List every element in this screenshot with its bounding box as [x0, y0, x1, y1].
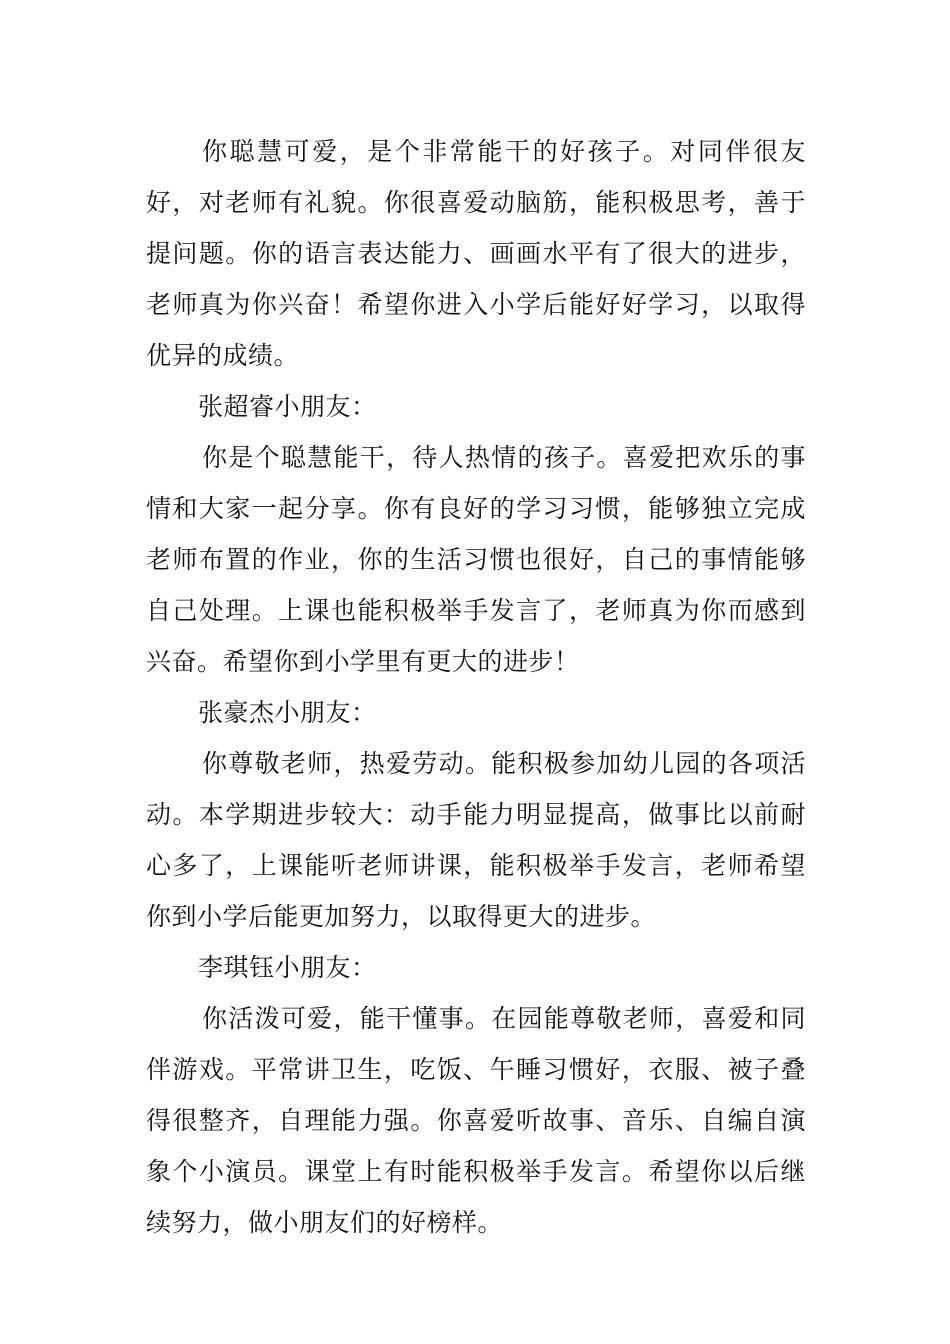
student-name-heading: 张豪杰小朋友：: [198, 698, 377, 727]
comment-paragraph: 你活泼可爱，能干懂事。在园能尊敬老师，喜爱和同伴游戏。平常讲卫生，吃饭、午睡习惯好，衣服、被子叠得很整齐，自理能力强。你喜爱听故事、音乐、自编自演象个小演员。课堂上有时能积极举手发言。希望你以后继续努力，做小朋友们的好榜样。: [146, 1004, 806, 1237]
comment-paragraph: 你尊敬老师，热爱劳动。能积极参加幼儿园的各项活动。本学期进步较大：动手能力明显提高，做事比以前耐心多了，上课能听老师讲课，能积极举手发言，老师希望你到小学后能更加努力，以取得更大的进步。: [146, 749, 806, 931]
student-name-heading: 李琪钰小朋友：: [198, 953, 377, 982]
comment-paragraph: 你聪慧可爱，是个非常能干的好孩子。对同伴很友好，对老师有礼貌。你很喜爱动脑筋，能积极思考，善于提问题。你的语言表达能力、画画水平有了很大的进步，老师真为你兴奋！希望你进入小学后能好好学习，以取得优异的成绩。: [146, 137, 806, 370]
comment-paragraph: 你是个聪慧能干，待人热情的孩子。喜爱把欢乐的事情和大家一起分享。你有良好的学习习惯，能够独立完成老师布置的作业，你的生活习惯也很好，自己的事情能够自己处理。上课也能积极举手发言了，老师真为你而感到兴奋。希望你到小学里有更大的进步！: [146, 443, 806, 676]
document-body: [146, 126, 806, 1248]
student-name-heading: 张超睿小朋友：: [198, 392, 377, 421]
